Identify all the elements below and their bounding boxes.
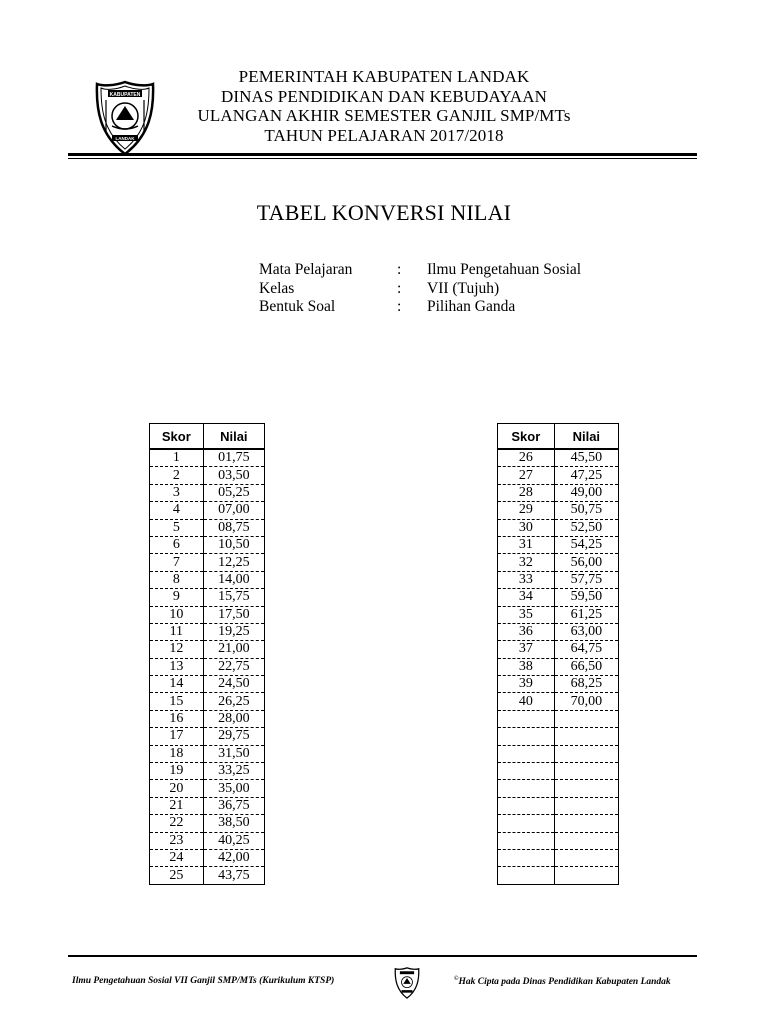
footer-emblem: [394, 967, 420, 999]
nilai-cell: 45,50: [554, 449, 618, 467]
nilai-cell: [554, 728, 618, 745]
nilai-cell: [554, 815, 618, 832]
table-row: [150, 589, 265, 606]
table-row: [498, 536, 619, 553]
footer-copyright: [454, 976, 671, 987]
table-row: [498, 641, 619, 658]
nilai-cell: 42,00: [203, 849, 264, 866]
skor-cell: 37: [498, 641, 555, 658]
nilai-cell: 17,50: [203, 606, 264, 623]
nilai-cell: 57,75: [554, 571, 618, 588]
table-row: [498, 710, 619, 727]
skor-cell: 31: [498, 536, 555, 553]
info-row-class: [259, 280, 581, 299]
copyright-symbol: ©: [454, 976, 459, 982]
table-row: [150, 815, 265, 832]
table-row: [150, 710, 265, 727]
table-row: [150, 849, 265, 866]
nilai-cell: 43,75: [203, 867, 264, 884]
table-row: [498, 606, 619, 623]
table-row: [498, 589, 619, 606]
table-row: [150, 519, 265, 536]
skor-cell: 36: [498, 623, 555, 640]
table-row: [150, 797, 265, 814]
table-row: [498, 815, 619, 832]
emblem-bottom-text: LANDAK: [115, 136, 135, 141]
skor-cell: 34: [498, 589, 555, 606]
header-divider-thick: [68, 153, 697, 156]
info-label: Kelas: [259, 279, 295, 297]
table-row: [150, 623, 265, 640]
skor-cell: 11: [150, 623, 204, 640]
skor-cell: 19: [150, 763, 204, 780]
nilai-cell: 61,25: [554, 606, 618, 623]
info-label: Bentuk Soal: [259, 298, 336, 315]
nilai-cell: 38,50: [203, 815, 264, 832]
table-row: [150, 745, 265, 762]
nilai-cell: [554, 763, 618, 780]
skor-cell: [498, 710, 555, 727]
skor-cell: 20: [150, 780, 204, 797]
table-row: [150, 641, 265, 658]
nilai-cell: 10,50: [203, 536, 264, 553]
table-header-row: [150, 424, 265, 450]
nilai-cell: [554, 710, 618, 727]
skor-cell: [498, 849, 555, 866]
header-divider-thin: [68, 158, 697, 159]
skor-cell: [498, 745, 555, 762]
table-row: [150, 728, 265, 745]
nilai-cell: 31,50: [203, 745, 264, 762]
nilai-cell: 56,00: [554, 554, 618, 571]
info-value: VII (Tujuh): [427, 279, 500, 297]
column-header-nilai: Nilai: [554, 424, 618, 450]
table-row: [498, 693, 619, 710]
nilai-cell: 66,50: [554, 658, 618, 675]
skor-cell: 32: [498, 554, 555, 571]
letterhead-line-3: ULANGAN AKHIR SEMESTER GANJIL SMP/MTs: [197, 106, 571, 125]
nilai-cell: 36,75: [203, 797, 264, 814]
table-row: [150, 571, 265, 588]
skor-cell: 14: [150, 676, 204, 693]
info-row-subject: [259, 261, 581, 280]
info-separator: :: [397, 298, 402, 315]
table-row: [498, 745, 619, 762]
conversion-table-right: [497, 423, 619, 885]
skor-cell: 5: [150, 519, 204, 536]
table-row: [498, 449, 619, 467]
skor-cell: 16: [150, 710, 204, 727]
nilai-cell: [554, 797, 618, 814]
skor-cell: 26: [498, 449, 555, 467]
table-row: [498, 467, 619, 484]
table-row: [150, 780, 265, 797]
info-value: Ilmu Pengetahuan Sosial: [427, 261, 582, 278]
table-row: [498, 502, 619, 519]
skor-cell: 38: [498, 658, 555, 675]
footer-copyright-text: Hak Cipta pada Dinas Pendidikan Kabupaten Landak: [458, 977, 671, 987]
letterhead-line-4: TAHUN PELAJARAN 2017/2018: [264, 125, 504, 145]
info-value: Pilihan Ganda: [427, 298, 516, 315]
skor-cell: 12: [150, 641, 204, 658]
skor-cell: 24: [150, 849, 204, 866]
skor-cell: [498, 832, 555, 849]
skor-cell: 39: [498, 676, 555, 693]
table-row: [498, 554, 619, 571]
skor-cell: 29: [498, 502, 555, 519]
skor-cell: 8: [150, 571, 204, 588]
table-row: [150, 693, 265, 710]
skor-cell: 17: [150, 728, 204, 745]
nilai-cell: 50,75: [554, 502, 618, 519]
column-header-nilai: Nilai: [203, 424, 264, 450]
info-separator: :: [397, 261, 402, 278]
nilai-cell: [554, 849, 618, 866]
nilai-cell: 12,25: [203, 554, 264, 571]
skor-cell: 13: [150, 658, 204, 675]
nilai-cell: 05,25: [203, 484, 264, 501]
skor-cell: [498, 728, 555, 745]
footer-subject-text: Ilmu Pengetahuan Sosial VII Ganjil SMP/MTs (Kurikulum KTSP): [72, 976, 335, 986]
nilai-cell: 54,25: [554, 536, 618, 553]
letterhead-line-2: DINAS PENDIDIKAN DAN KEBUDAYAAN: [221, 86, 547, 106]
table-row: [150, 606, 265, 623]
table-row: [498, 780, 619, 797]
document-title: TABEL KONVERSI NILAI: [256, 200, 512, 225]
nilai-cell: 19,25: [203, 623, 264, 640]
table-row: [150, 536, 265, 553]
subject-info: [259, 261, 581, 317]
nilai-cell: 08,75: [203, 519, 264, 536]
conversion-table-left: [149, 423, 265, 885]
skor-cell: 2: [150, 467, 204, 484]
skor-cell: 28: [498, 484, 555, 501]
column-header-skor: Skor: [498, 424, 555, 450]
nilai-cell: 29,75: [203, 728, 264, 745]
nilai-cell: 68,25: [554, 676, 618, 693]
column-header-skor: Skor: [150, 424, 204, 450]
nilai-cell: 59,50: [554, 589, 618, 606]
nilai-cell: 07,00: [203, 502, 264, 519]
skor-cell: 18: [150, 745, 204, 762]
table-row: [498, 519, 619, 536]
skor-cell: [498, 780, 555, 797]
table-row: [498, 571, 619, 588]
nilai-cell: 63,00: [554, 623, 618, 640]
table-row: [498, 484, 619, 501]
nilai-cell: 47,25: [554, 467, 618, 484]
skor-cell: 4: [150, 502, 204, 519]
table-row: [498, 832, 619, 849]
skor-cell: 15: [150, 693, 204, 710]
nilai-cell: 35,00: [203, 780, 264, 797]
nilai-cell: 14,00: [203, 571, 264, 588]
nilai-cell: 49,00: [554, 484, 618, 501]
skor-cell: 10: [150, 606, 204, 623]
skor-cell: 3: [150, 484, 204, 501]
skor-cell: 1: [150, 449, 204, 467]
nilai-cell: 26,25: [203, 693, 264, 710]
skor-cell: 27: [498, 467, 555, 484]
table-row: [498, 867, 619, 884]
skor-cell: 23: [150, 832, 204, 849]
skor-cell: 6: [150, 536, 204, 553]
info-row-question-type: [259, 298, 581, 317]
skor-cell: 25: [150, 867, 204, 884]
footer-divider: [68, 955, 697, 957]
table-row: [498, 676, 619, 693]
skor-cell: [498, 867, 555, 884]
table-row: [150, 449, 265, 467]
skor-cell: [498, 797, 555, 814]
nilai-cell: 52,50: [554, 519, 618, 536]
nilai-cell: 22,75: [203, 658, 264, 675]
table-row: [150, 484, 265, 501]
table-header-row: [498, 424, 619, 450]
nilai-cell: 64,75: [554, 641, 618, 658]
skor-cell: 40: [498, 693, 555, 710]
skor-cell: 9: [150, 589, 204, 606]
nilai-cell: [554, 867, 618, 884]
skor-cell: 7: [150, 554, 204, 571]
nilai-cell: [554, 832, 618, 849]
nilai-cell: 01,75: [203, 449, 264, 467]
nilai-cell: 15,75: [203, 589, 264, 606]
table-row: [150, 763, 265, 780]
table-row: [150, 502, 265, 519]
table-row: [498, 658, 619, 675]
nilai-cell: 28,00: [203, 710, 264, 727]
table-row: [150, 676, 265, 693]
skor-cell: 21: [150, 797, 204, 814]
table-row: [498, 728, 619, 745]
table-row: [150, 867, 265, 884]
info-label: Mata Pelajaran: [259, 261, 353, 278]
table-row: [498, 849, 619, 866]
nilai-cell: [554, 745, 618, 762]
table-row: [498, 623, 619, 640]
table-row: [498, 797, 619, 814]
nilai-cell: 24,50: [203, 676, 264, 693]
skor-cell: [498, 815, 555, 832]
nilai-cell: 70,00: [554, 693, 618, 710]
letterhead: [0, 67, 768, 145]
table-row: [150, 832, 265, 849]
skor-cell: 33: [498, 571, 555, 588]
table-row: [498, 763, 619, 780]
info-separator: :: [397, 279, 402, 297]
nilai-cell: 03,50: [203, 467, 264, 484]
nilai-cell: 33,25: [203, 763, 264, 780]
skor-cell: 30: [498, 519, 555, 536]
nilai-cell: 40,25: [203, 832, 264, 849]
table-row: [150, 467, 265, 484]
nilai-cell: 21,00: [203, 641, 264, 658]
skor-cell: 22: [150, 815, 204, 832]
skor-cell: [498, 763, 555, 780]
table-row: [150, 658, 265, 675]
emblem-top-text: KABUPATEN: [109, 92, 141, 98]
letterhead-line-1: PEMERINTAH KABUPATEN LANDAK: [238, 67, 530, 86]
nilai-cell: [554, 780, 618, 797]
skor-cell: 35: [498, 606, 555, 623]
table-row: [150, 554, 265, 571]
